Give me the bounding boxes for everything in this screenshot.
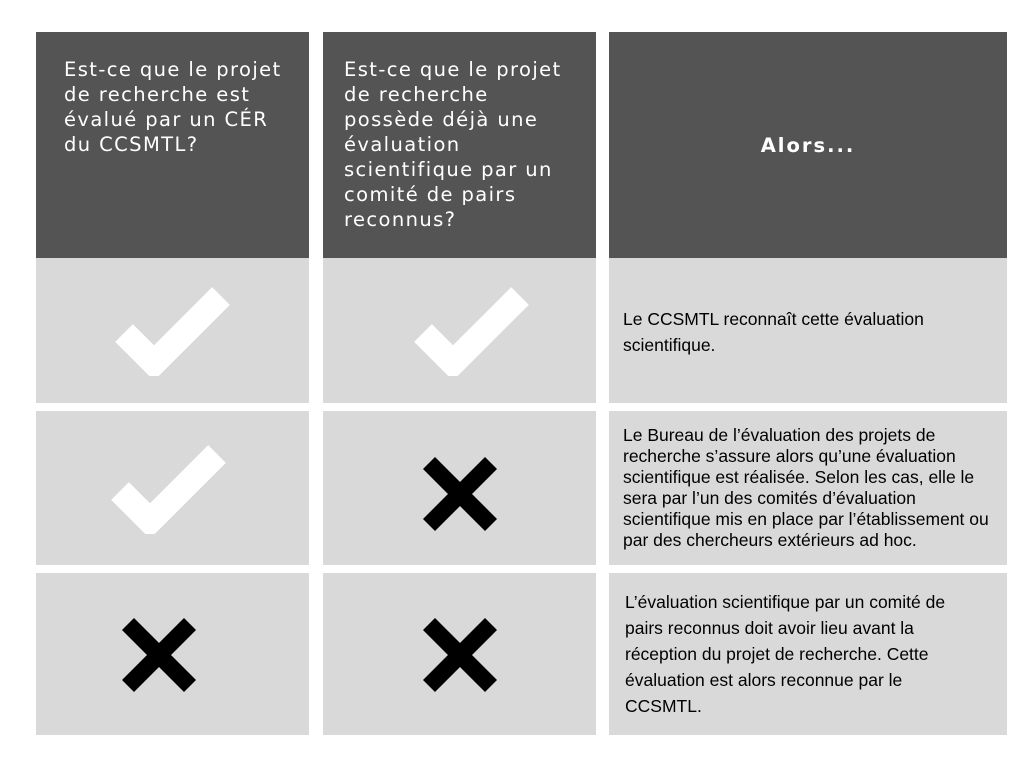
row-3-result-text: L’évaluation scientifique par un comité de pairs reconnus doit avoir lieu avant la réception du projet de recherche. Cette évaluation est alors reconnue par le CCSMTL.	[625, 592, 946, 716]
row-3-col-2	[323, 573, 596, 735]
row-2-result-cell	[609, 411, 1007, 565]
header-text-3: Alors...	[760, 133, 856, 157]
checkmark-icon	[114, 280, 234, 376]
checkmark-icon	[110, 438, 230, 534]
cross-icon	[421, 616, 499, 694]
row-2-col-1	[36, 411, 309, 565]
row-2-result-text: Le Bureau de l’évaluation des projets de recherche s’assure alors qu’une évaluation scientifique est réalisée. Selon les cas, elle le sera par l’un des comités d’évaluation scientifique mis en place par l’établissement ou par des chercheurs extérieurs ad hoc.	[623, 425, 989, 550]
header-cell-1	[36, 32, 309, 258]
header-cell-3	[609, 32, 1007, 258]
cross-icon	[421, 455, 499, 533]
row-1-col-2	[323, 258, 596, 403]
row-3-result-cell	[609, 573, 1007, 735]
checkmark-icon	[413, 280, 533, 376]
header-cell-2	[323, 32, 596, 258]
header-text-1: Est-ce que le projet de recherche est évalué par un CÉR du CCSMTL?	[64, 58, 282, 156]
row-1-result-cell	[609, 258, 1007, 403]
row-1-result-text: Le CCSMTL reconnaît cette évaluation scientifique.	[623, 308, 924, 355]
header-text-2: Est-ce que le projet de recherche possède déjà une évaluation scientifique par un comité de pairs reconnus?	[344, 58, 562, 231]
row-2-col-2	[323, 411, 596, 565]
row-1-col-1	[36, 258, 309, 403]
row-3-col-1	[36, 573, 309, 735]
cross-icon	[120, 616, 198, 694]
